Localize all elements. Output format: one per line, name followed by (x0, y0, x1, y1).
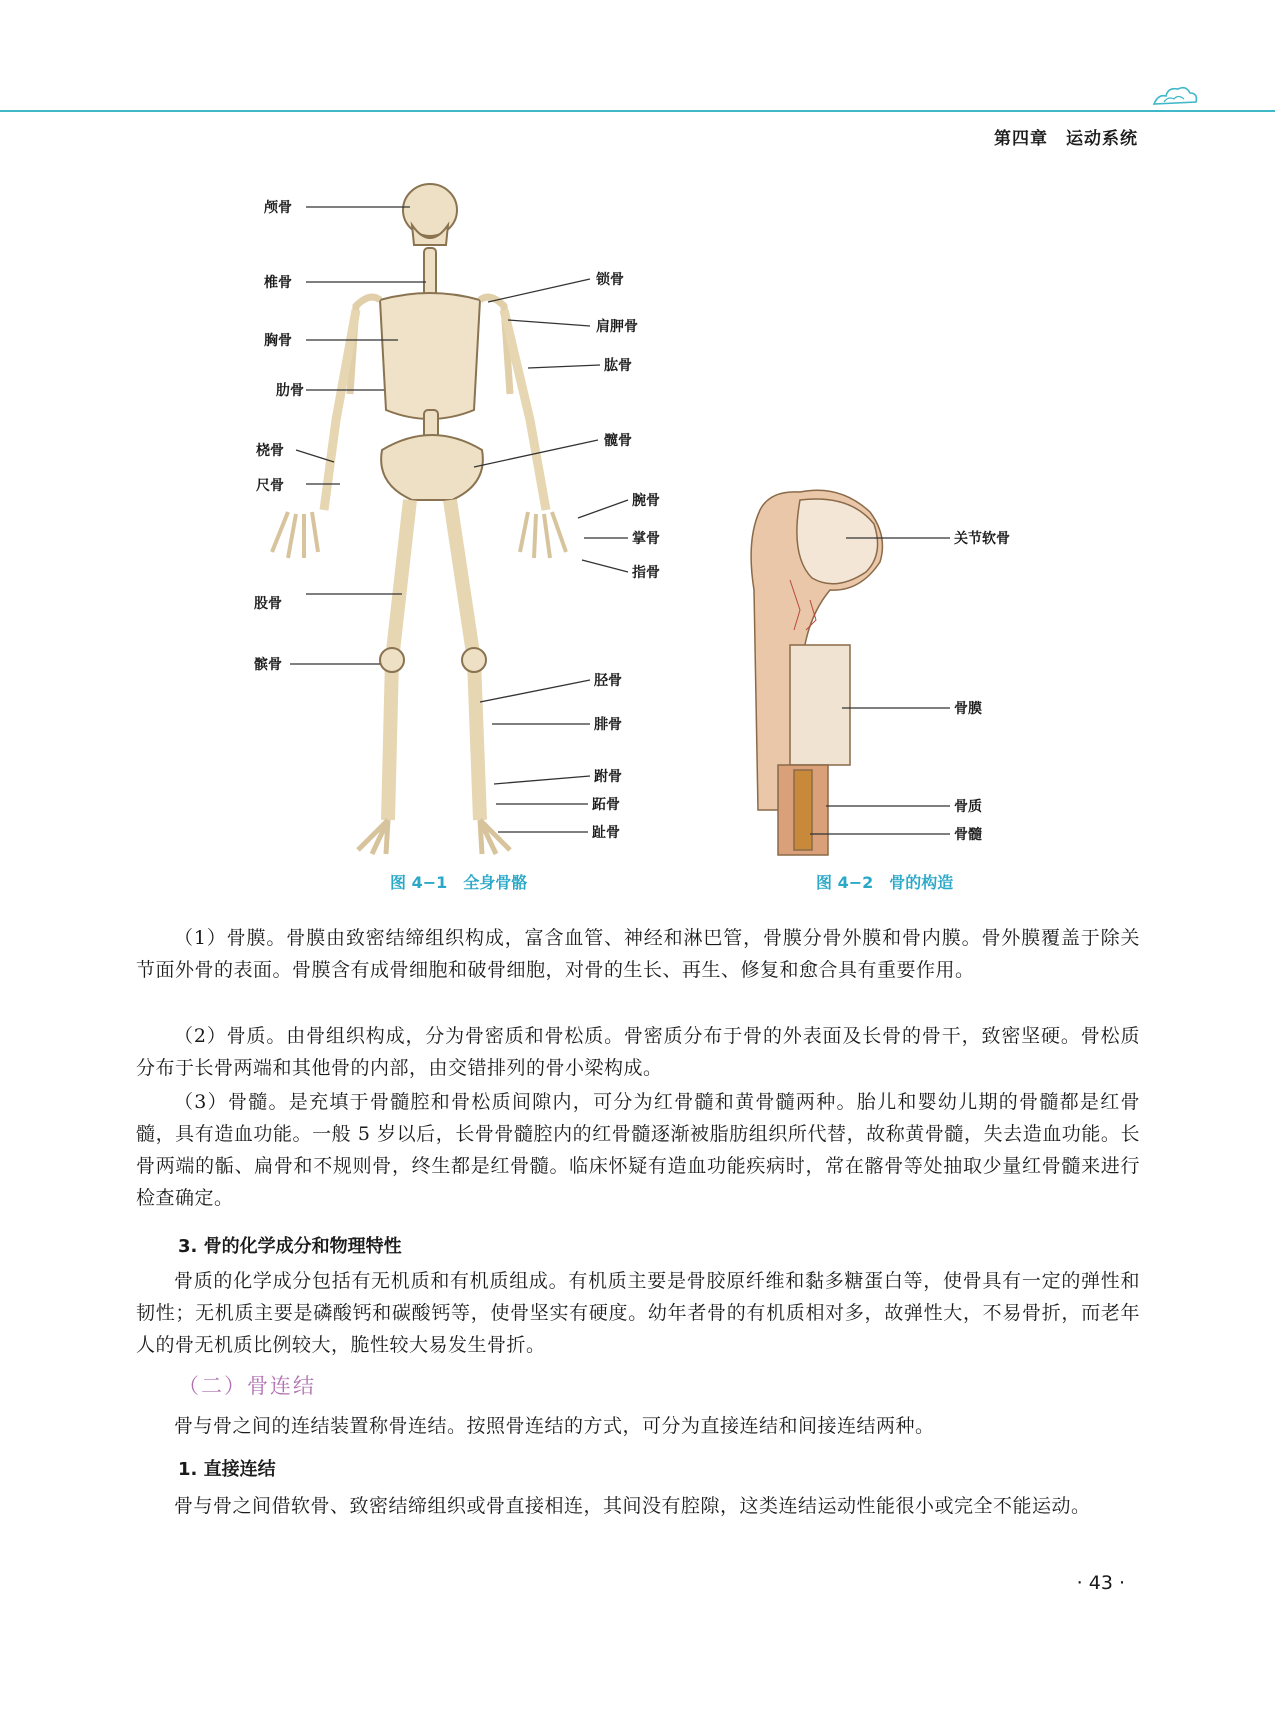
label-rib: 肋骨 (276, 383, 304, 399)
label-patella: 髌骨 (254, 657, 282, 673)
label-vertebra: 椎骨 (264, 275, 292, 291)
label-metatarsal: 跖骨 (592, 797, 620, 813)
label-skull: 颅骨 (264, 200, 292, 216)
heading-chemical-composition: 3. 骨的化学成分和物理特性 (178, 1236, 402, 1257)
label-substance: 骨质 (954, 799, 982, 815)
label-carpal: 腕骨 (632, 493, 660, 509)
label-metacarpal: 掌骨 (632, 531, 660, 547)
paragraph-bone-substance: （2）骨质。由骨组织构成，分为骨密质和骨松质。骨密质分布于骨的外表面及长骨的骨干，致密坚硬。骨松质分布于长骨两端和其他骨的内部，由交错排列的骨小梁构成。 (136, 1025, 1140, 1079)
heading-direct-joint: 1. 直接连结 (178, 1459, 276, 1480)
label-ulna: 尺骨 (256, 478, 284, 494)
page-number: · 43 · (1076, 1572, 1125, 1594)
label-phalanx: 指骨 (632, 565, 660, 581)
cloud-ornament-icon (1150, 78, 1200, 112)
paragraph-joints-intro: 骨与骨之间的连结装置称骨连结。按照骨连结的方式，可分为直接连结和间接连结两种。 (174, 1415, 935, 1437)
paragraph-direct-joint: 骨与骨之间借软骨、致密结缔组织或骨直接相连，其间没有腔隙，这类连结运动性能很小或完全不能运动。 (174, 1495, 1091, 1517)
label-hip: 髋骨 (604, 433, 632, 449)
label-tarsal: 跗骨 (594, 769, 622, 785)
label-fibula: 腓骨 (594, 717, 622, 733)
figure2-caption: 图 4−2 骨的构造 (816, 873, 954, 892)
label-cartilage: 关节软骨 (954, 531, 1010, 547)
label-marrow: 骨髓 (954, 827, 982, 843)
header-rule (0, 110, 1275, 112)
label-toe: 趾骨 (592, 825, 620, 841)
paragraph-periosteum: （1）骨膜。骨膜由致密结缔组织构成，富含血管、神经和淋巴管，骨膜分骨外膜和骨内膜。骨外膜覆盖于除关节面外骨的表面。骨膜含有成骨细胞和破骨细胞，对骨的生长、再生、修复和愈合具有重要作用。 (136, 927, 1140, 981)
label-femur: 股骨 (254, 596, 282, 612)
label-scapula: 肩胛骨 (596, 319, 638, 335)
chapter-title: 第四章 运动系统 (994, 129, 1138, 149)
label-humerus: 肱骨 (604, 358, 632, 374)
paragraph-bone-marrow: （3）骨髓。是充填于骨髓腔和骨松质间隙内，可分为红骨髓和黄骨髓两种。胎儿和婴幼儿期的骨髓都是红骨髓，具有造血功能。一般 5 岁以后，长骨骨髓腔内的红骨髓逐渐被脂肪组织所代替，故称黄骨髓，失去造血功能。长骨两端的骺、扁骨和不规则骨，终生都是红骨髓。临床怀疑有造血功能疾病时，常在髂骨等处抽取少量红骨髓来进行检查确定。 (136, 1091, 1140, 1209)
label-clavicle: 锁骨 (596, 272, 624, 288)
label-periosteum: 骨膜 (954, 701, 982, 717)
label-radius: 桡骨 (256, 443, 284, 459)
figures-area (0, 150, 1275, 910)
label-sternum: 胸骨 (264, 333, 292, 349)
skeleton-illustration (272, 184, 566, 854)
figure1-caption: 图 4−1 全身骨骼 (390, 873, 528, 892)
label-tibia: 胫骨 (594, 673, 622, 689)
bone-structure-illustration (751, 490, 882, 855)
section-title-joints: （二）骨连结 (178, 1374, 316, 1398)
paragraph-chemical-composition: 骨质的化学成分包括有无机质和有机质组成。有机质主要是骨胶原纤维和黏多糖蛋白等，使骨具有一定的弹性和韧性；无机质主要是磷酸钙和碳酸钙等，使骨坚实有硬度。幼年者骨的有机质相对多，故弹性大，不易骨折，而老年人的骨无机质比例较大，脆性较大易发生骨折。 (136, 1270, 1140, 1356)
